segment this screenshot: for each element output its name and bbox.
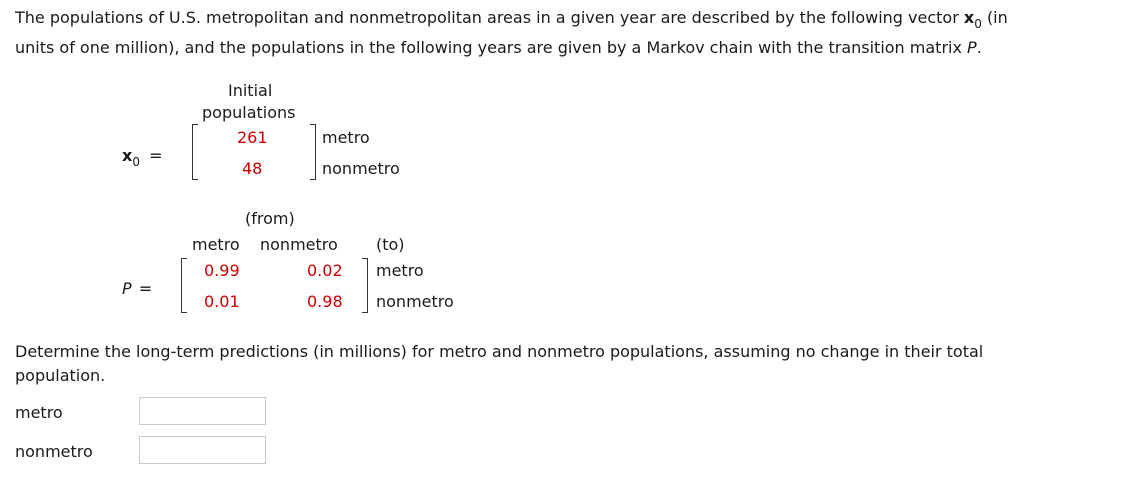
- matrix-row-label-nonmetro: nonmetro: [376, 292, 454, 311]
- initial-nonmetro-value: 48: [242, 159, 263, 178]
- problem-line-1: The populations of U.S. metropolitan and nonmetropolitan areas in a given year are described by the following vector $x_0$ (in: [15, 8, 1008, 31]
- vector-row-label-nonmetro: nonmetro: [322, 159, 400, 178]
- question-line-1: Determine the long-term predictions (in millions) for metro and nonmetro populations, assuming no change in their total: [15, 342, 984, 361]
- answer-label-nonmetro: nonmetro: [15, 442, 93, 461]
- metro-answer-input[interactable]: [139, 397, 266, 425]
- question-line-2: population.: [15, 366, 106, 385]
- vector-right-bracket: [310, 124, 316, 180]
- initial-header-line-2: populations: [202, 103, 296, 122]
- matrix-cell-2-1: 0.01: [204, 292, 240, 311]
- matrix-left-bracket: [181, 258, 187, 313]
- matrix-p-label: P =: [122, 279, 153, 298]
- vector-row-label-metro: metro: [322, 128, 370, 147]
- matrix-cell-1-1: 0.99: [204, 261, 240, 280]
- matrix-col-header-nonmetro: nonmetro: [260, 235, 338, 254]
- matrix-from-label: (from): [245, 209, 295, 228]
- matrix-cell-1-2: 0.02: [307, 261, 343, 280]
- matrix-row-label-metro: metro: [376, 261, 424, 280]
- initial-header-line-1: Initial: [228, 81, 273, 100]
- matrix-cell-2-2: 0.98: [307, 292, 343, 311]
- vector-left-bracket: [192, 124, 198, 180]
- vector-x-symbol: x: [963, 8, 975, 27]
- vector-x-subscript: 0: [974, 17, 982, 31]
- nonmetro-answer-input[interactable]: [139, 436, 266, 464]
- initial-vector-label: $x_0$ =: [122, 146, 163, 169]
- problem-line-2: units of one million), and the populations in the following years are given by a Markov chain with the transition matrix P.: [15, 38, 982, 57]
- matrix-to-label: (to): [376, 235, 405, 254]
- matrix-p-symbol: P: [967, 38, 977, 57]
- initial-metro-value: 261: [237, 128, 268, 147]
- matrix-col-header-metro: metro: [192, 235, 240, 254]
- answer-label-metro: metro: [15, 403, 63, 422]
- matrix-right-bracket: [362, 258, 368, 313]
